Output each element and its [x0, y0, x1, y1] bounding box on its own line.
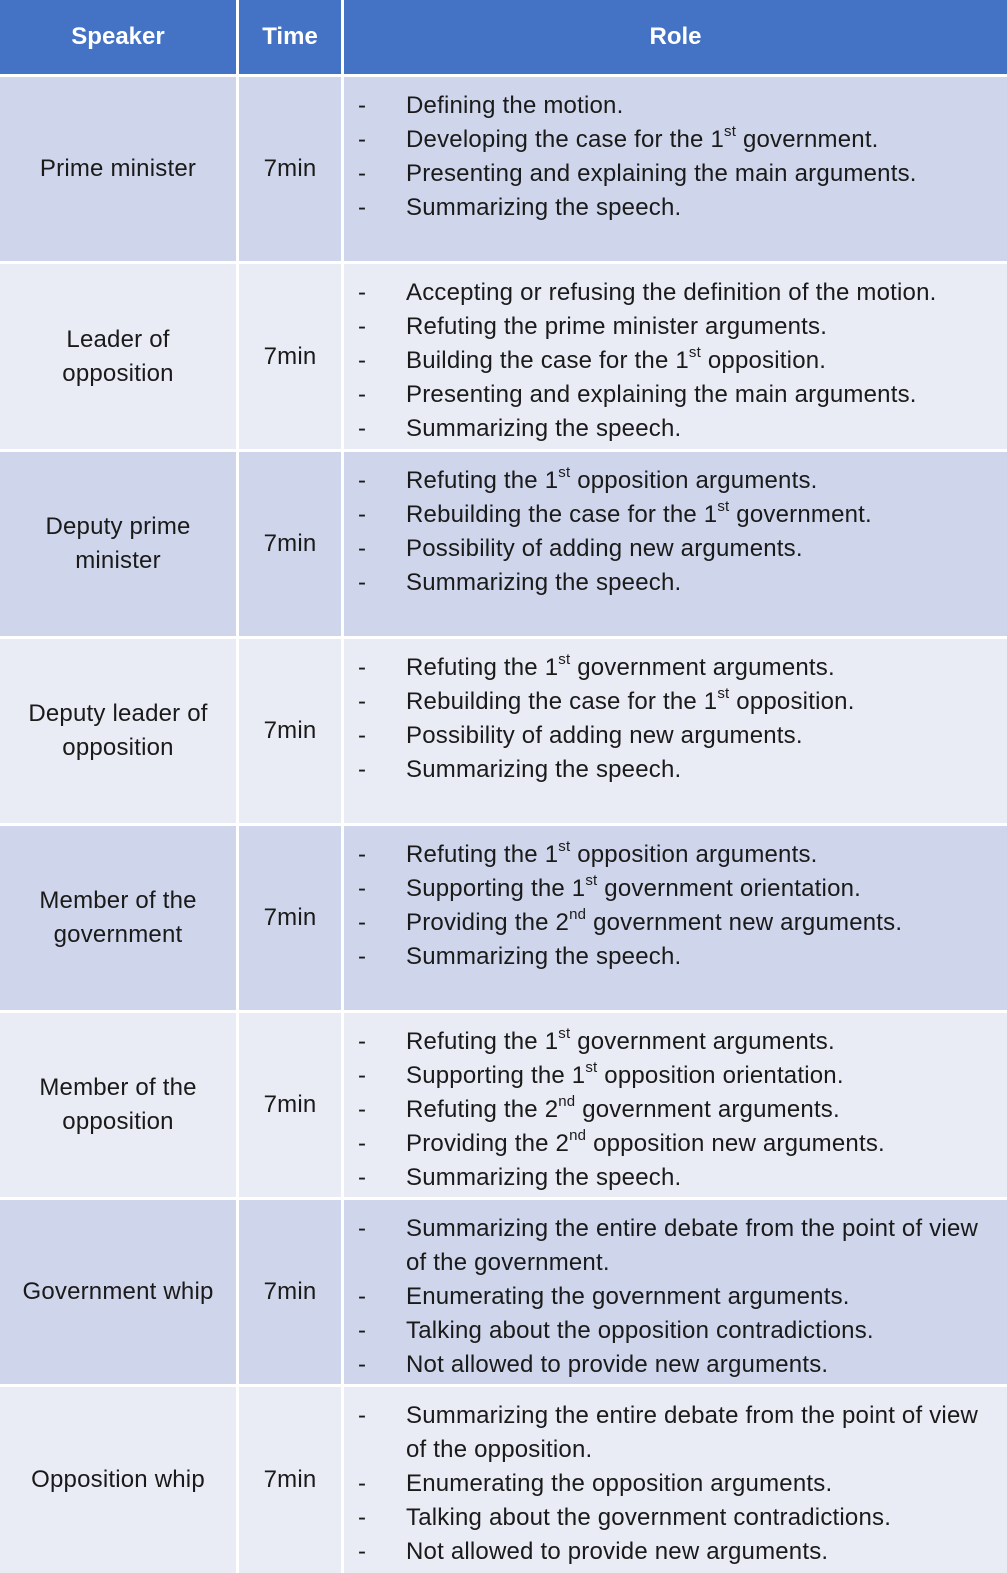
- role-text-part: Talking about the government contradictions.: [406, 1504, 892, 1531]
- role-text-part: Presenting and explaining the main arguments.: [406, 381, 917, 408]
- role-list: [358, 1399, 987, 1569]
- role-text: [406, 191, 987, 225]
- bullet-dash: -: [358, 722, 367, 749]
- role-cell: [344, 1387, 1007, 1573]
- role-text-part: Summarizing the speech.: [406, 943, 682, 970]
- time-cell: 7min: [239, 826, 341, 1010]
- role-item: [358, 719, 987, 753]
- role-text-part: Providing the 2: [406, 909, 570, 936]
- bullet-dash: -: [358, 688, 367, 715]
- role-text-part: Possibility of adding new arguments.: [406, 535, 803, 562]
- bullet-dash: -: [358, 1538, 367, 1565]
- role-text: [406, 1314, 987, 1348]
- role-item: [358, 1280, 987, 1314]
- role-text-part: Supporting the 1: [406, 875, 586, 902]
- role-text: [406, 157, 987, 191]
- role-text-part: Supporting the 1: [406, 1062, 586, 1089]
- role-item: [358, 89, 987, 123]
- ordinal-suffix: st: [717, 685, 730, 702]
- role-item: [358, 532, 987, 566]
- role-text-part: Summarizing the speech.: [406, 1164, 682, 1191]
- bullet-dash: -: [358, 569, 367, 596]
- role-text-part: Accepting or refusing the definition of the motion.: [406, 279, 937, 306]
- header-speaker: Speaker: [0, 0, 236, 74]
- role-item: [358, 1314, 987, 1348]
- bullet-dash: -: [358, 841, 367, 868]
- role-text-part: Refuting the 2: [406, 1096, 559, 1123]
- role-item: [358, 1025, 987, 1059]
- role-item: [358, 464, 987, 498]
- bullet-dash: -: [358, 1470, 367, 1497]
- bullet-dash: -: [358, 1164, 367, 1191]
- role-text: [406, 412, 987, 446]
- ordinal-suffix: st: [724, 123, 737, 140]
- role-list: [358, 276, 987, 446]
- role-text: [406, 685, 987, 719]
- role-text: [406, 1535, 987, 1569]
- role-item: [358, 872, 987, 906]
- role-list: [358, 838, 987, 974]
- role-text: [406, 1501, 987, 1535]
- ordinal-suffix: nd: [569, 1127, 587, 1144]
- time-cell: 7min: [239, 1387, 341, 1573]
- bullet-dash: -: [358, 381, 367, 408]
- ordinal-suffix: st: [688, 344, 701, 361]
- bullet-dash: -: [358, 1096, 367, 1123]
- role-text-part: Rebuilding the case for the 1: [406, 688, 718, 715]
- role-text: [406, 1280, 987, 1314]
- speaker-cell: Member of the government: [0, 826, 236, 1010]
- role-cell: [344, 639, 1007, 823]
- role-item: [358, 1161, 987, 1195]
- role-text-part: government orientation.: [597, 875, 862, 902]
- role-item: [358, 123, 987, 157]
- bullet-dash: -: [358, 1062, 367, 1089]
- speaker-cell: Member of the opposition: [0, 1013, 236, 1197]
- role-text: [406, 310, 987, 344]
- role-text-part: Developing the case for the 1: [406, 126, 724, 153]
- header-time: Time: [239, 0, 341, 74]
- ordinal-suffix: st: [558, 838, 571, 855]
- time-cell: 7min: [239, 1013, 341, 1197]
- bullet-dash: -: [358, 1130, 367, 1157]
- role-text-part: opposition orientation.: [597, 1062, 844, 1089]
- role-text: [406, 1025, 987, 1059]
- ordinal-suffix: st: [558, 464, 571, 481]
- role-list: [358, 1212, 987, 1382]
- role-text-part: opposition new arguments.: [586, 1130, 885, 1157]
- role-text: [406, 1161, 987, 1195]
- role-text: [406, 1467, 987, 1501]
- speaker-cell: Deputy prime minister: [0, 452, 236, 636]
- role-text: [406, 872, 987, 906]
- bullet-dash: -: [358, 1317, 367, 1344]
- bullet-dash: -: [358, 1351, 367, 1378]
- speaker-cell: Leader of opposition: [0, 264, 236, 449]
- bullet-dash: -: [358, 909, 367, 936]
- role-text: [406, 378, 987, 412]
- role-text: [406, 1399, 987, 1467]
- role-text-part: opposition arguments.: [570, 841, 818, 868]
- role-text: [406, 276, 987, 310]
- role-text-part: Defining the motion.: [406, 92, 624, 119]
- role-text-part: Refuting the 1: [406, 654, 559, 681]
- ordinal-suffix: nd: [569, 906, 587, 923]
- role-text-part: opposition.: [729, 688, 855, 715]
- role-cell: [344, 264, 1007, 449]
- role-text: [406, 906, 987, 940]
- bullet-dash: -: [358, 1504, 367, 1531]
- bullet-dash: -: [358, 1215, 367, 1242]
- ordinal-suffix: st: [585, 872, 598, 889]
- role-text: [406, 1093, 987, 1127]
- role-text: [406, 1212, 987, 1280]
- role-text-part: government.: [729, 501, 872, 528]
- bullet-dash: -: [358, 347, 367, 374]
- bullet-dash: -: [358, 1283, 367, 1310]
- bullet-dash: -: [358, 1402, 367, 1429]
- role-text-part: Possibility of adding new arguments.: [406, 722, 803, 749]
- role-cell: [344, 1200, 1007, 1384]
- role-list: [358, 464, 987, 600]
- role-text-part: government.: [736, 126, 879, 153]
- speaker-cell: Government whip: [0, 1200, 236, 1384]
- role-text-part: government arguments.: [575, 1096, 840, 1123]
- role-item: [358, 1212, 987, 1280]
- role-item: [358, 1059, 987, 1093]
- ordinal-suffix: st: [558, 1025, 571, 1042]
- role-cell: [344, 826, 1007, 1010]
- role-text-part: Summarizing the entire debate from the point of view of the government.: [406, 1215, 979, 1276]
- role-text-part: Summarizing the speech.: [406, 194, 682, 221]
- role-item: [358, 191, 987, 225]
- role-text: [406, 123, 987, 157]
- speaker-cell: Deputy leader of opposition: [0, 639, 236, 823]
- bullet-dash: -: [358, 654, 367, 681]
- role-text: [406, 1059, 987, 1093]
- bullet-dash: -: [358, 126, 367, 153]
- role-text-part: Summarizing the speech.: [406, 415, 682, 442]
- role-text: [406, 532, 987, 566]
- role-text: [406, 753, 987, 787]
- role-list: [358, 1025, 987, 1195]
- bullet-dash: -: [358, 535, 367, 562]
- role-text-part: Enumerating the government arguments.: [406, 1283, 850, 1310]
- role-text-part: Enumerating the opposition arguments.: [406, 1470, 833, 1497]
- role-text-part: Presenting and explaining the main arguments.: [406, 160, 917, 187]
- role-text: [406, 838, 987, 872]
- role-item: [358, 1348, 987, 1382]
- speaker-cell: Opposition whip: [0, 1387, 236, 1573]
- role-text: [406, 566, 987, 600]
- role-text-part: Not allowed to provide new arguments.: [406, 1538, 829, 1565]
- role-item: [358, 498, 987, 532]
- bullet-dash: -: [358, 415, 367, 442]
- role-item: [358, 1535, 987, 1569]
- role-text: [406, 464, 987, 498]
- role-text-part: Summarizing the speech.: [406, 569, 682, 596]
- bullet-dash: -: [358, 467, 367, 494]
- role-cell: [344, 77, 1007, 261]
- role-text-part: government arguments.: [570, 654, 835, 681]
- role-item: [358, 838, 987, 872]
- role-item: [358, 1127, 987, 1161]
- bullet-dash: -: [358, 160, 367, 187]
- ordinal-suffix: st: [585, 1059, 598, 1076]
- bullet-dash: -: [358, 943, 367, 970]
- ordinal-suffix: st: [558, 651, 571, 668]
- bullet-dash: -: [358, 501, 367, 528]
- role-item: [358, 378, 987, 412]
- role-text: [406, 498, 987, 532]
- role-text-part: Rebuilding the case for the 1: [406, 501, 718, 528]
- role-item: [358, 1399, 987, 1467]
- time-cell: 7min: [239, 639, 341, 823]
- role-cell: [344, 452, 1007, 636]
- bullet-dash: -: [358, 875, 367, 902]
- bullet-dash: -: [358, 92, 367, 119]
- role-item: [358, 412, 987, 446]
- role-item: [358, 685, 987, 719]
- role-item: [358, 1467, 987, 1501]
- role-text-part: Refuting the prime minister arguments.: [406, 313, 828, 340]
- time-cell: 7min: [239, 1200, 341, 1384]
- role-text-part: Refuting the 1: [406, 1028, 559, 1055]
- bullet-dash: -: [358, 279, 367, 306]
- role-text-part: opposition arguments.: [570, 467, 818, 494]
- time-cell: 7min: [239, 77, 341, 261]
- ordinal-suffix: st: [717, 498, 730, 515]
- role-text: [406, 719, 987, 753]
- role-item: [358, 753, 987, 787]
- speaker-cell: Prime minister: [0, 77, 236, 261]
- ordinal-suffix: nd: [558, 1093, 576, 1110]
- bullet-dash: -: [358, 1028, 367, 1055]
- role-item: [358, 940, 987, 974]
- time-cell: 7min: [239, 264, 341, 449]
- role-item: [358, 1501, 987, 1535]
- bullet-dash: -: [358, 194, 367, 221]
- header-role: Role: [344, 0, 1007, 74]
- role-text-part: government new arguments.: [586, 909, 903, 936]
- role-text-part: Providing the 2: [406, 1130, 570, 1157]
- role-item: [358, 566, 987, 600]
- role-text: [406, 651, 987, 685]
- role-text: [406, 1127, 987, 1161]
- role-item: [358, 651, 987, 685]
- role-text-part: government arguments.: [570, 1028, 835, 1055]
- role-list: [358, 651, 987, 787]
- role-item: [358, 310, 987, 344]
- role-item: [358, 1093, 987, 1127]
- role-text-part: Refuting the 1: [406, 841, 559, 868]
- bullet-dash: -: [358, 313, 367, 340]
- role-item: [358, 344, 987, 378]
- role-text-part: Summarizing the entire debate from the point of view of the opposition.: [406, 1402, 979, 1463]
- role-text-part: Summarizing the speech.: [406, 756, 682, 783]
- role-list: [358, 89, 987, 225]
- bullet-dash: -: [358, 756, 367, 783]
- role-cell: [344, 1013, 1007, 1197]
- role-text-part: opposition.: [701, 347, 827, 374]
- role-text: [406, 344, 987, 378]
- role-item: [358, 276, 987, 310]
- role-text-part: Building the case for the 1: [406, 347, 689, 374]
- role-item: [358, 906, 987, 940]
- time-cell: 7min: [239, 452, 341, 636]
- role-text-part: Refuting the 1: [406, 467, 559, 494]
- role-text: [406, 940, 987, 974]
- role-text-part: Not allowed to provide new arguments.: [406, 1351, 829, 1378]
- role-text: [406, 1348, 987, 1382]
- role-item: [358, 157, 987, 191]
- role-text-part: Talking about the opposition contradictions.: [406, 1317, 874, 1344]
- role-text: [406, 89, 987, 123]
